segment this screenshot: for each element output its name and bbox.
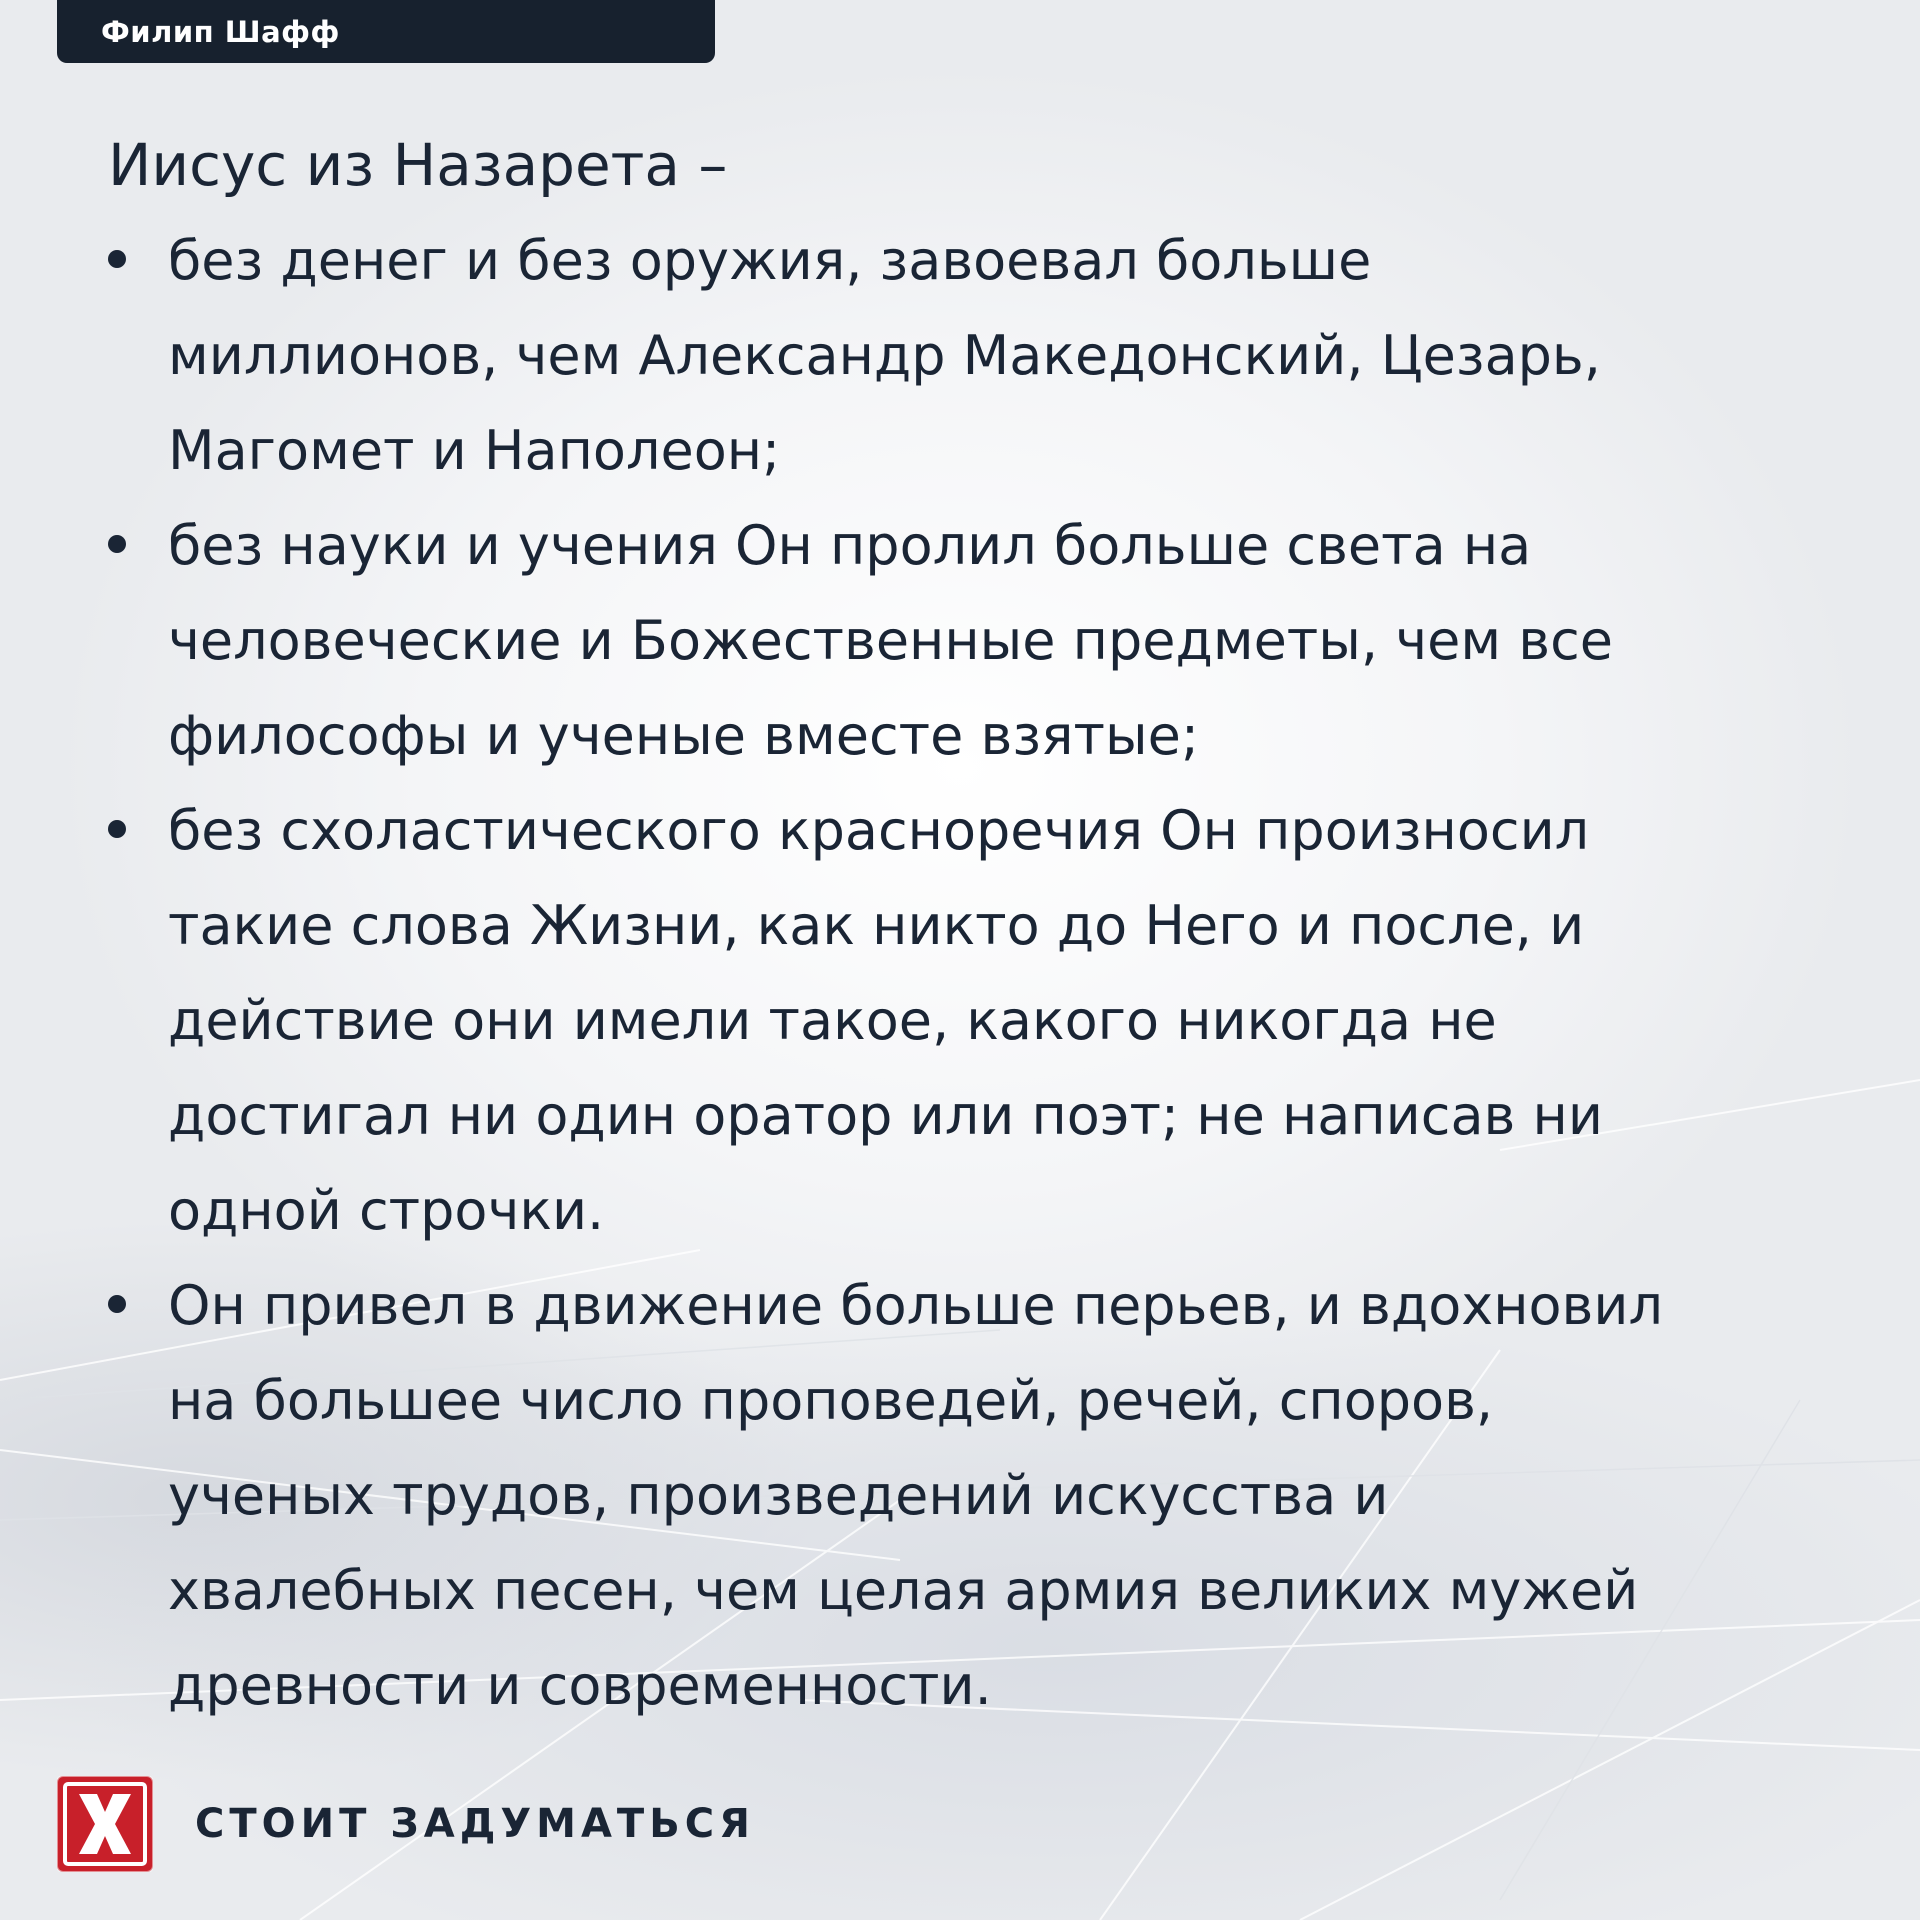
quote-intro: Иисус из Назарета – bbox=[108, 131, 728, 199]
bullet-icon bbox=[108, 250, 126, 268]
brand-name: СТОИТ ЗАДУМАТЬСЯ bbox=[195, 1801, 755, 1847]
list-item bbox=[108, 1258, 1688, 1733]
quote-points-list bbox=[108, 213, 1808, 1733]
bullet-icon bbox=[108, 1295, 126, 1313]
author-tag bbox=[57, 0, 715, 63]
list-item bbox=[108, 213, 1688, 498]
quote-body bbox=[108, 118, 1808, 1733]
list-item-text: без науки и учения Он пролил больше света на человеческие и Божественные предметы, чем все философы и ученые вместе взятые; bbox=[168, 514, 1613, 767]
list-item bbox=[108, 783, 1688, 1258]
list-item-text: без денег и без оружия, завоевал больше миллионов, чем Александр Македонский, Цезарь, Магомет и Наполеон; bbox=[168, 229, 1601, 482]
author-name: Филип Шафф bbox=[101, 14, 340, 49]
x-logo-icon bbox=[57, 1776, 153, 1872]
list-item bbox=[108, 498, 1688, 783]
bullet-icon bbox=[108, 535, 126, 553]
list-item-text: без схоластического красноречия Он произносил такие слова Жизни, как никто до Него и после, и действие они имели такое, какого никогда не достигал ни один оратор или поэт; не написав ни одной строчки. bbox=[168, 799, 1603, 1242]
footer-brand bbox=[57, 1776, 755, 1872]
list-item-text: Он привел в движение больше перьев, и вдохновил на большее число проповедей, речей, споров, ученых трудов, произведений искусства и хвалебных песен, чем целая армия великих мужей древности и современности. bbox=[168, 1274, 1663, 1717]
bullet-icon bbox=[108, 820, 126, 838]
